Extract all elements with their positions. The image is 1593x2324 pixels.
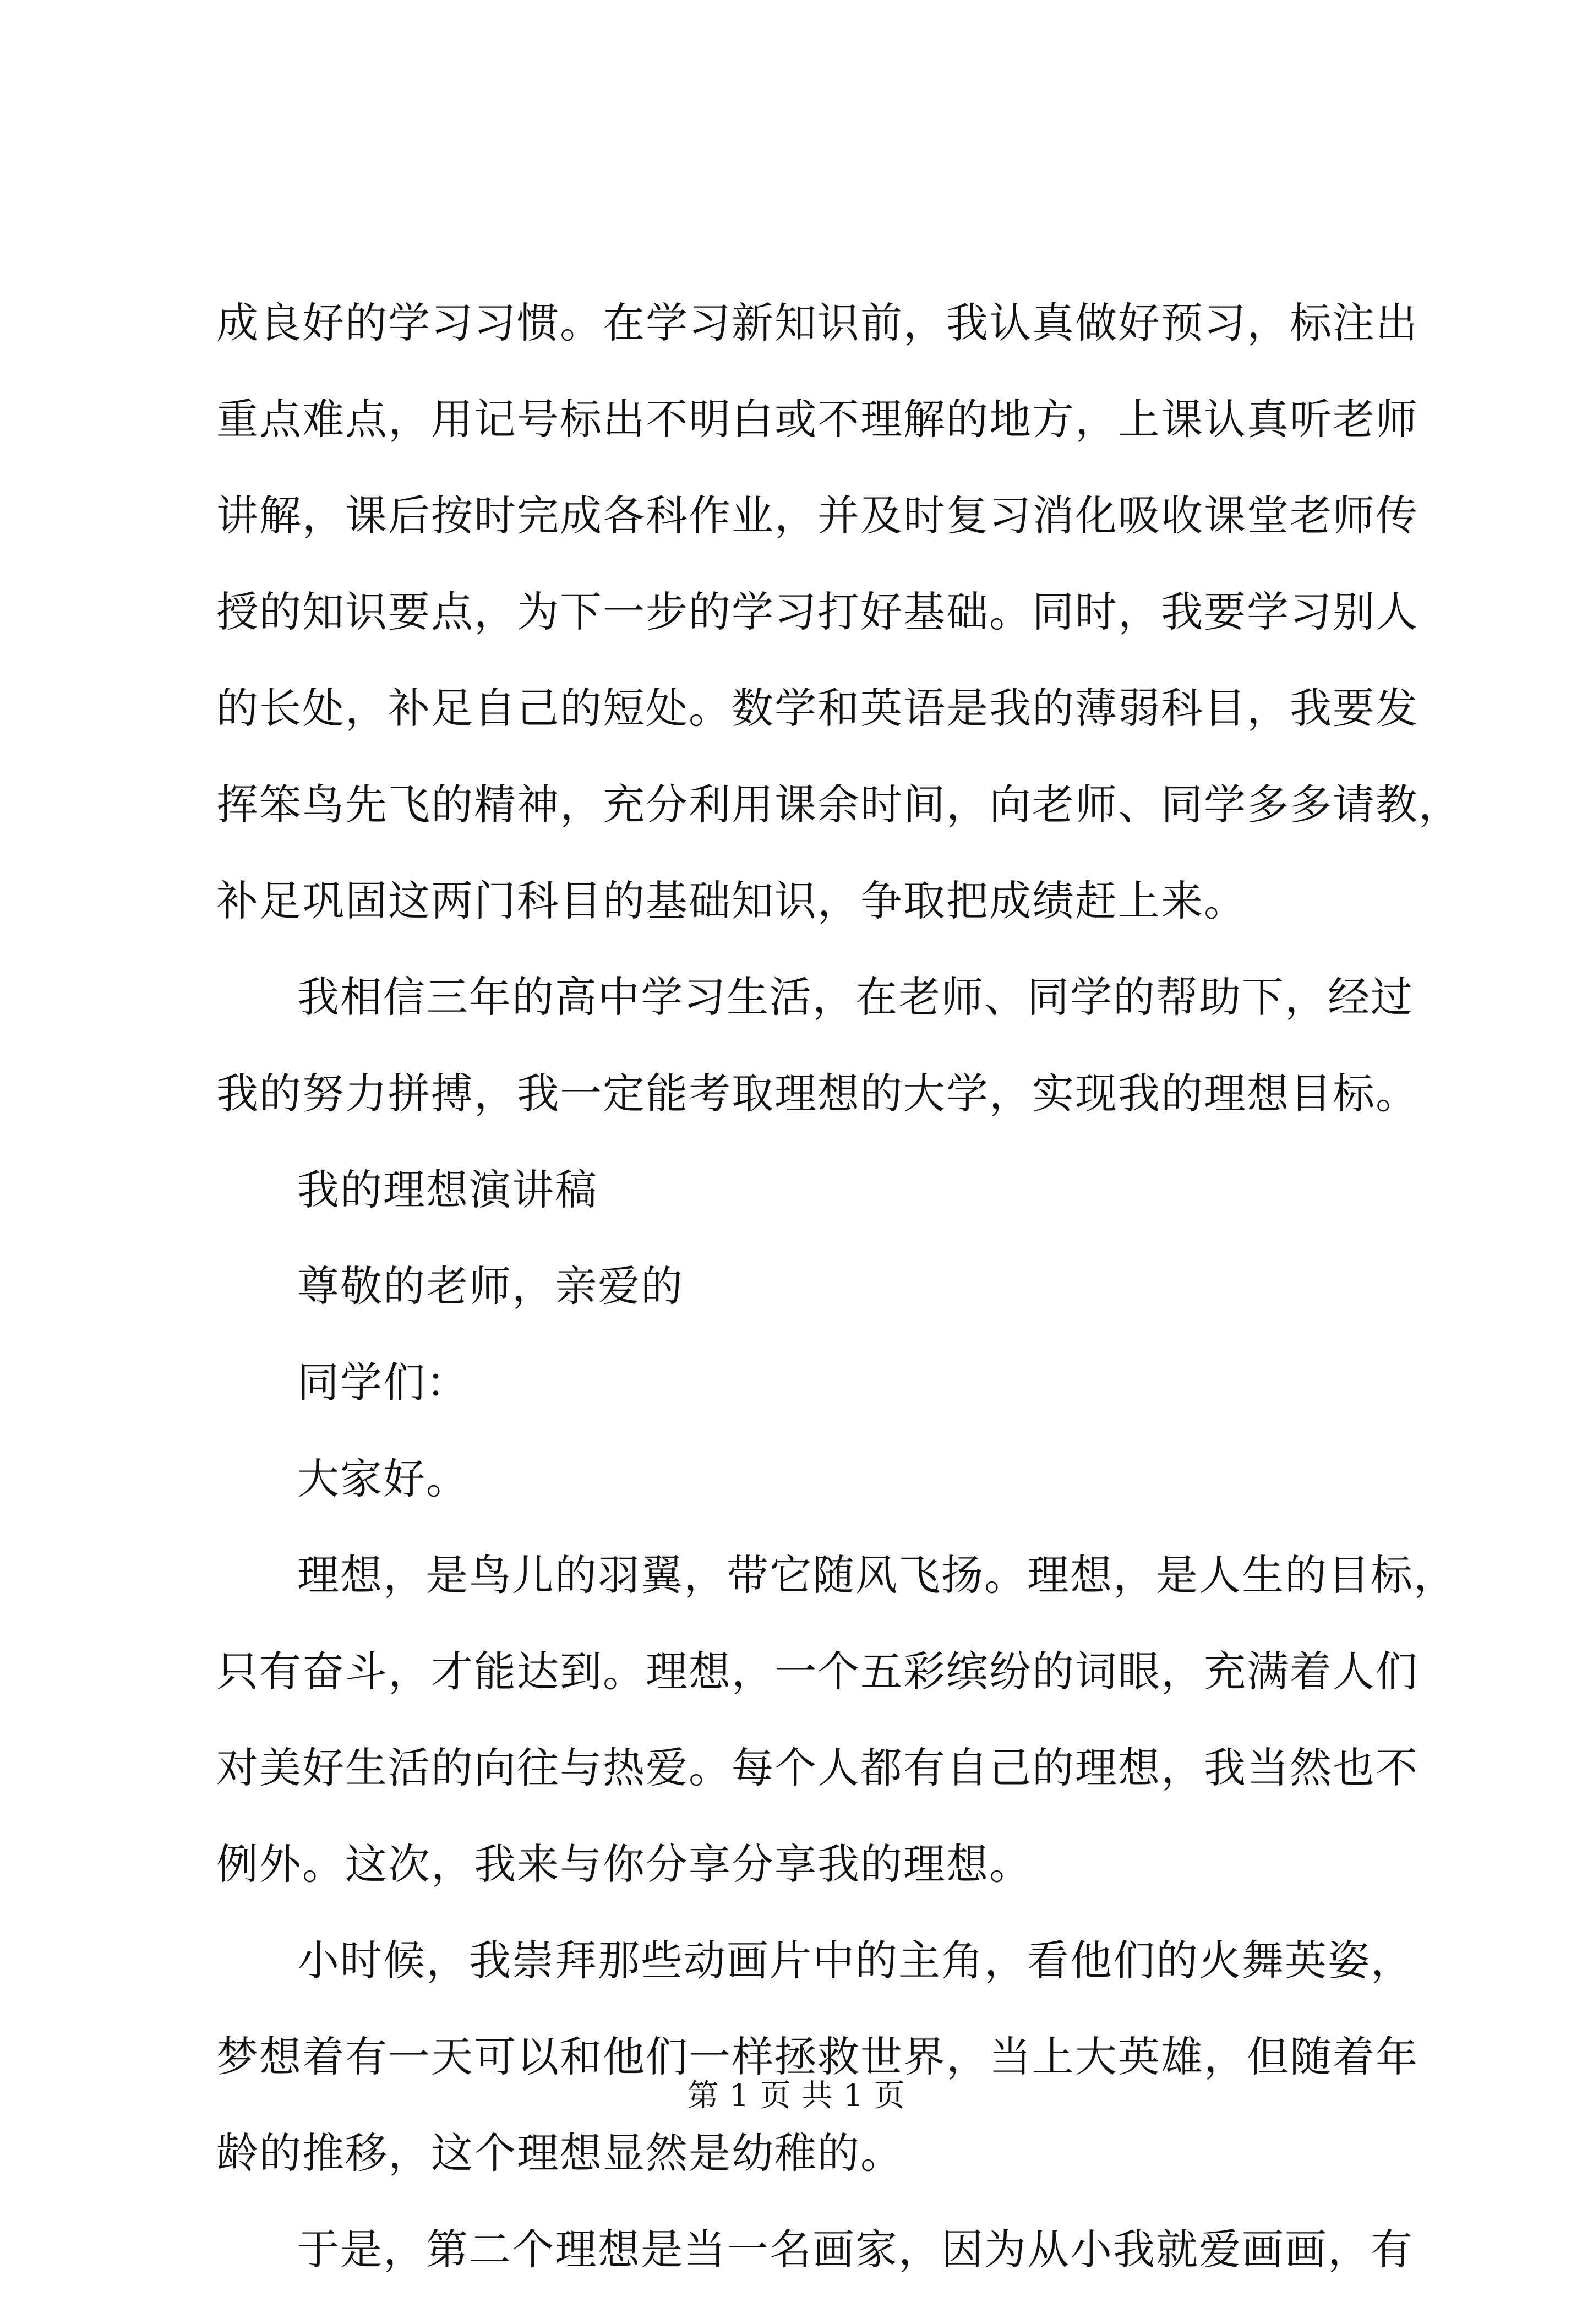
- text-line: 重点难点，用记号标出不明白或不理解的地方，上课认真听老师: [216, 395, 1419, 444]
- document-body: [216, 298, 1461, 2324]
- text-line: 我的努力拼搏，我一定能考取理想的大学，实现我的理想目标。: [216, 1069, 1419, 1118]
- text-line: 我相信三年的高中学习生活，在老师、同学的帮助下，经过: [297, 973, 1414, 1022]
- page-number-label: 第 1 页 共 1 页: [688, 2078, 905, 2114]
- text-line: 尊敬的老师，亲爱的: [297, 1262, 684, 1311]
- text-line: 于是，第二个理想是当一名画家，因为从小我就爱画画，有: [297, 2225, 1414, 2274]
- text-line: 小时候，我崇拜那些动画片中的主角，看他们的火舞英姿，: [297, 1936, 1414, 1985]
- text-line: 龄的推移，这个理想显然是幼稚的。: [216, 2129, 903, 2178]
- speech-title: 我的理想演讲稿: [297, 1165, 598, 1214]
- text-line: 的长处，补足自己的短处。数学和英语是我的薄弱科目，我要发: [216, 684, 1419, 733]
- text-line: 大家好。: [297, 1454, 469, 1503]
- text-line: 例外。这次，我来与你分享分享我的理想。: [216, 1840, 1032, 1889]
- text-line: 同学们：: [297, 1358, 469, 1407]
- text-line: 补足巩固这两门科目的基础知识，争取把成绩赶上来。: [216, 876, 1247, 925]
- text-line: 梦想着有一天可以和他们一样拯救世界，当上大英雄，但随着年: [216, 2032, 1419, 2081]
- text-line: 讲解，课后按时完成各科作业，并及时复习消化吸收课堂老师传: [216, 491, 1419, 540]
- text-line: 对美好生活的向往与热爱。每个人都有自己的理想，我当然也不: [216, 1743, 1419, 1792]
- text-line: 挥笨鸟先飞的精神，充分利用课余时间，向老师、同学多多请教，: [216, 780, 1461, 829]
- text-line: 理想，是鸟儿的羽翼，带它随风飞扬。理想，是人生的目标，: [297, 1551, 1456, 1600]
- text-line: 只有奋斗，才能达到。理想，一个五彩缤纷的词眼，充满着人们: [216, 1647, 1419, 1696]
- text-line: 授的知识要点，为下一步的学习打好基础。同时，我要学习别人: [216, 587, 1419, 636]
- text-line: 成良好的学习习惯。在学习新知识前，我认真做好预习，标注出: [216, 298, 1419, 347]
- page-footer: [0, 2080, 1593, 2113]
